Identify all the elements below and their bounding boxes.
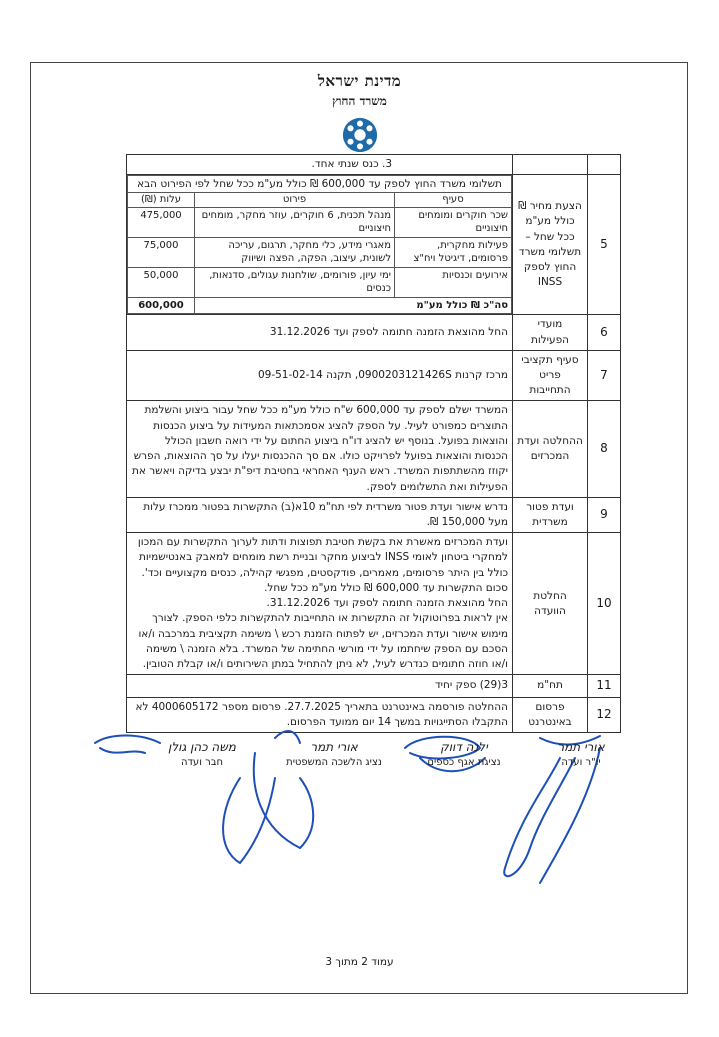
committee-decision	[127, 533, 513, 675]
row-number: 5	[588, 175, 621, 315]
row-topic: הצעת מחיר ₪ כולל מע"מ ככל שחל – תשלומי משרד החוץ לספק INSS	[513, 175, 588, 315]
item-3-text: 3. כנס שנתי אחד.	[127, 155, 513, 175]
signature-finance: ילנה דווק נציגת אגף כספים	[427, 740, 501, 768]
table-row	[127, 675, 621, 697]
table-row	[127, 401, 621, 497]
row-text: נדרש אישור ועדת פטור משרדית לפי תח"מ 10א(ב) התקשרות בפטור ממכרז עלות מעל 150,000 ₪.	[127, 497, 513, 532]
signature-member: משה כהן גולן חבר ועדה	[168, 740, 236, 768]
page-number: עמוד 2 מתוך 3	[325, 956, 394, 968]
cost-row: אירועים וכנסיות ימי עיון, פורומים, שולחנות עגולים, סדנאות, כנסים 50,000	[128, 267, 512, 297]
signature-chair: אורי תמר יו"ר ועדה	[557, 740, 605, 768]
row-text: החל מהוצאת הזמנה חתומה לספק ועד 31.12.2026	[127, 315, 513, 350]
ministry-emblem-icon	[341, 116, 379, 154]
ministry-name: משרד החוץ	[332, 94, 387, 108]
cost-breakdown-table	[127, 175, 512, 314]
table-row	[127, 175, 621, 315]
table-row	[127, 155, 621, 175]
row-topic: מועדי הפעילות	[513, 315, 588, 350]
row-topic: החלטת הוועדה	[513, 533, 588, 675]
row-number: 8	[588, 401, 621, 497]
state-name: מדינת ישראל	[317, 72, 402, 90]
row-topic: סעיף תקציבי פריט התחייבות	[513, 350, 588, 401]
row-text: 3(29) ספק יחיד	[127, 675, 513, 697]
row-text: ההחלטה פורסמה באינטרנט בתאריך 27.7.2025. פרסום מספר 4000605172 לא התקבלו הסתייגויות במשך 14 יום ממועד הפרסום.	[127, 697, 513, 732]
row-topic: תח"מ	[513, 675, 588, 697]
row-text: המשרד ישלם לספק עד 600,000 ש"ח כולל מע"מ ככל שחל עבור ביצוע והשלמת התוצרים כמפורט לעיל. על הספק להציג אסמכתאות המעידות על ביצוע הכנסות והוצאות בפועל. בנוסף יש להציג דו"ח ביצוע החתום על ידי רואה חשבון הכולל הכנסות והוצאות בפועל לפרויקט כולו. אם סך ההכנסות יעלו על סך ההוצאות, הפרש יקוזז מהשתתפות המשרד. ראש הענף האחראי בחטיבת דיפ"ת יבצע בדיקה ויאשר את הפעילות ואת התשלומים לספק.	[127, 401, 513, 497]
decision-paragraph: החל מהוצאת הזמנה חתומה לספק ועד 31.12.2026.	[266, 597, 508, 610]
letterhead	[0, 72, 719, 109]
table-row	[127, 533, 621, 675]
decision-paragraph: ועדת המכרזים מאשרת את בקשת חטיבת תפוצות ודתות לערוך התקשרות עם המכון למחקרי ביטחון לאומי INSS לביצוע מחקר ובניית רשת מומחים למאבק באנטישמיות כולל בין היתר פרסומים, מאמרים, פודקסטים, מפגשי קהילה, כנסים מקצועיים וכד'.	[137, 536, 508, 579]
row-number: 6	[588, 315, 621, 350]
cost-total-row: סה"כ ₪ כולל מע"מ 600,000	[128, 297, 512, 314]
cost-row: פעילות מחקרית, פרסומים, דיגיטל ויח"צ מאגרי מידע, כלי מחקר, תרגום, עריכה לשונית, עיצוב, הפקה, הפצה ושיווק 75,000	[128, 237, 512, 267]
decision-paragraph: סכום התקשרות עד 600,000 ₪ כולל מע"מ ככל שחל.	[264, 581, 508, 594]
col-section: סעיף	[395, 193, 512, 208]
row-topic: פרסום באינטרנט	[513, 697, 588, 732]
cost-row: שכר חוקרים ומומחים חיצוניים מנהל תכנית, 6 חוקרים, עוזר מחקר, מומחים חיצוניים 475,000	[128, 207, 512, 237]
row-topic: ועדת פטור משרדית	[513, 497, 588, 532]
protocol-table	[126, 154, 621, 733]
row-number: 7	[588, 350, 621, 401]
row-number: 12	[588, 697, 621, 732]
table-row	[127, 497, 621, 532]
col-cost: עלות (₪)	[128, 193, 195, 208]
signature-legal: אורי תמר נציג הלשכה המשפטית	[286, 740, 382, 768]
table-row	[127, 315, 621, 350]
table-row	[127, 350, 621, 401]
decision-paragraph: אין לראות בפרוטוקול זה התקשרות או התחייבות להתקשרות כלפי הספק. לצורך מימוש אישור ועדת המכרזים, יש לפתוח הזמנת רכש \ משימה תקציבית במרכבה ו/או הסכם עם הספק שיחתמו על ידי מורשי החתימה של המשרד. בלא הזמנה \ משימה ו/או חוזה חתומים כנדרש לעיל, לא ניתן להתחיל במתן השירותים ו/או קבלת הטובין.	[138, 612, 508, 670]
row-topic: ההחלטה ועדת המכרזים	[513, 401, 588, 497]
col-detail: פירוט	[195, 193, 395, 208]
row-number: 11	[588, 675, 621, 697]
row-number: 10	[588, 533, 621, 675]
row-text: מרכז קרנות 0900203121426S, תקנה 09-51-02-14	[127, 350, 513, 401]
signature-block	[0, 718, 719, 908]
cost-table-title: תשלומי משרד החוץ לספק עד 600,000 ₪ כולל מע"מ ככל שחל לפי הפירוט הבא	[128, 176, 512, 193]
row-number: 9	[588, 497, 621, 532]
